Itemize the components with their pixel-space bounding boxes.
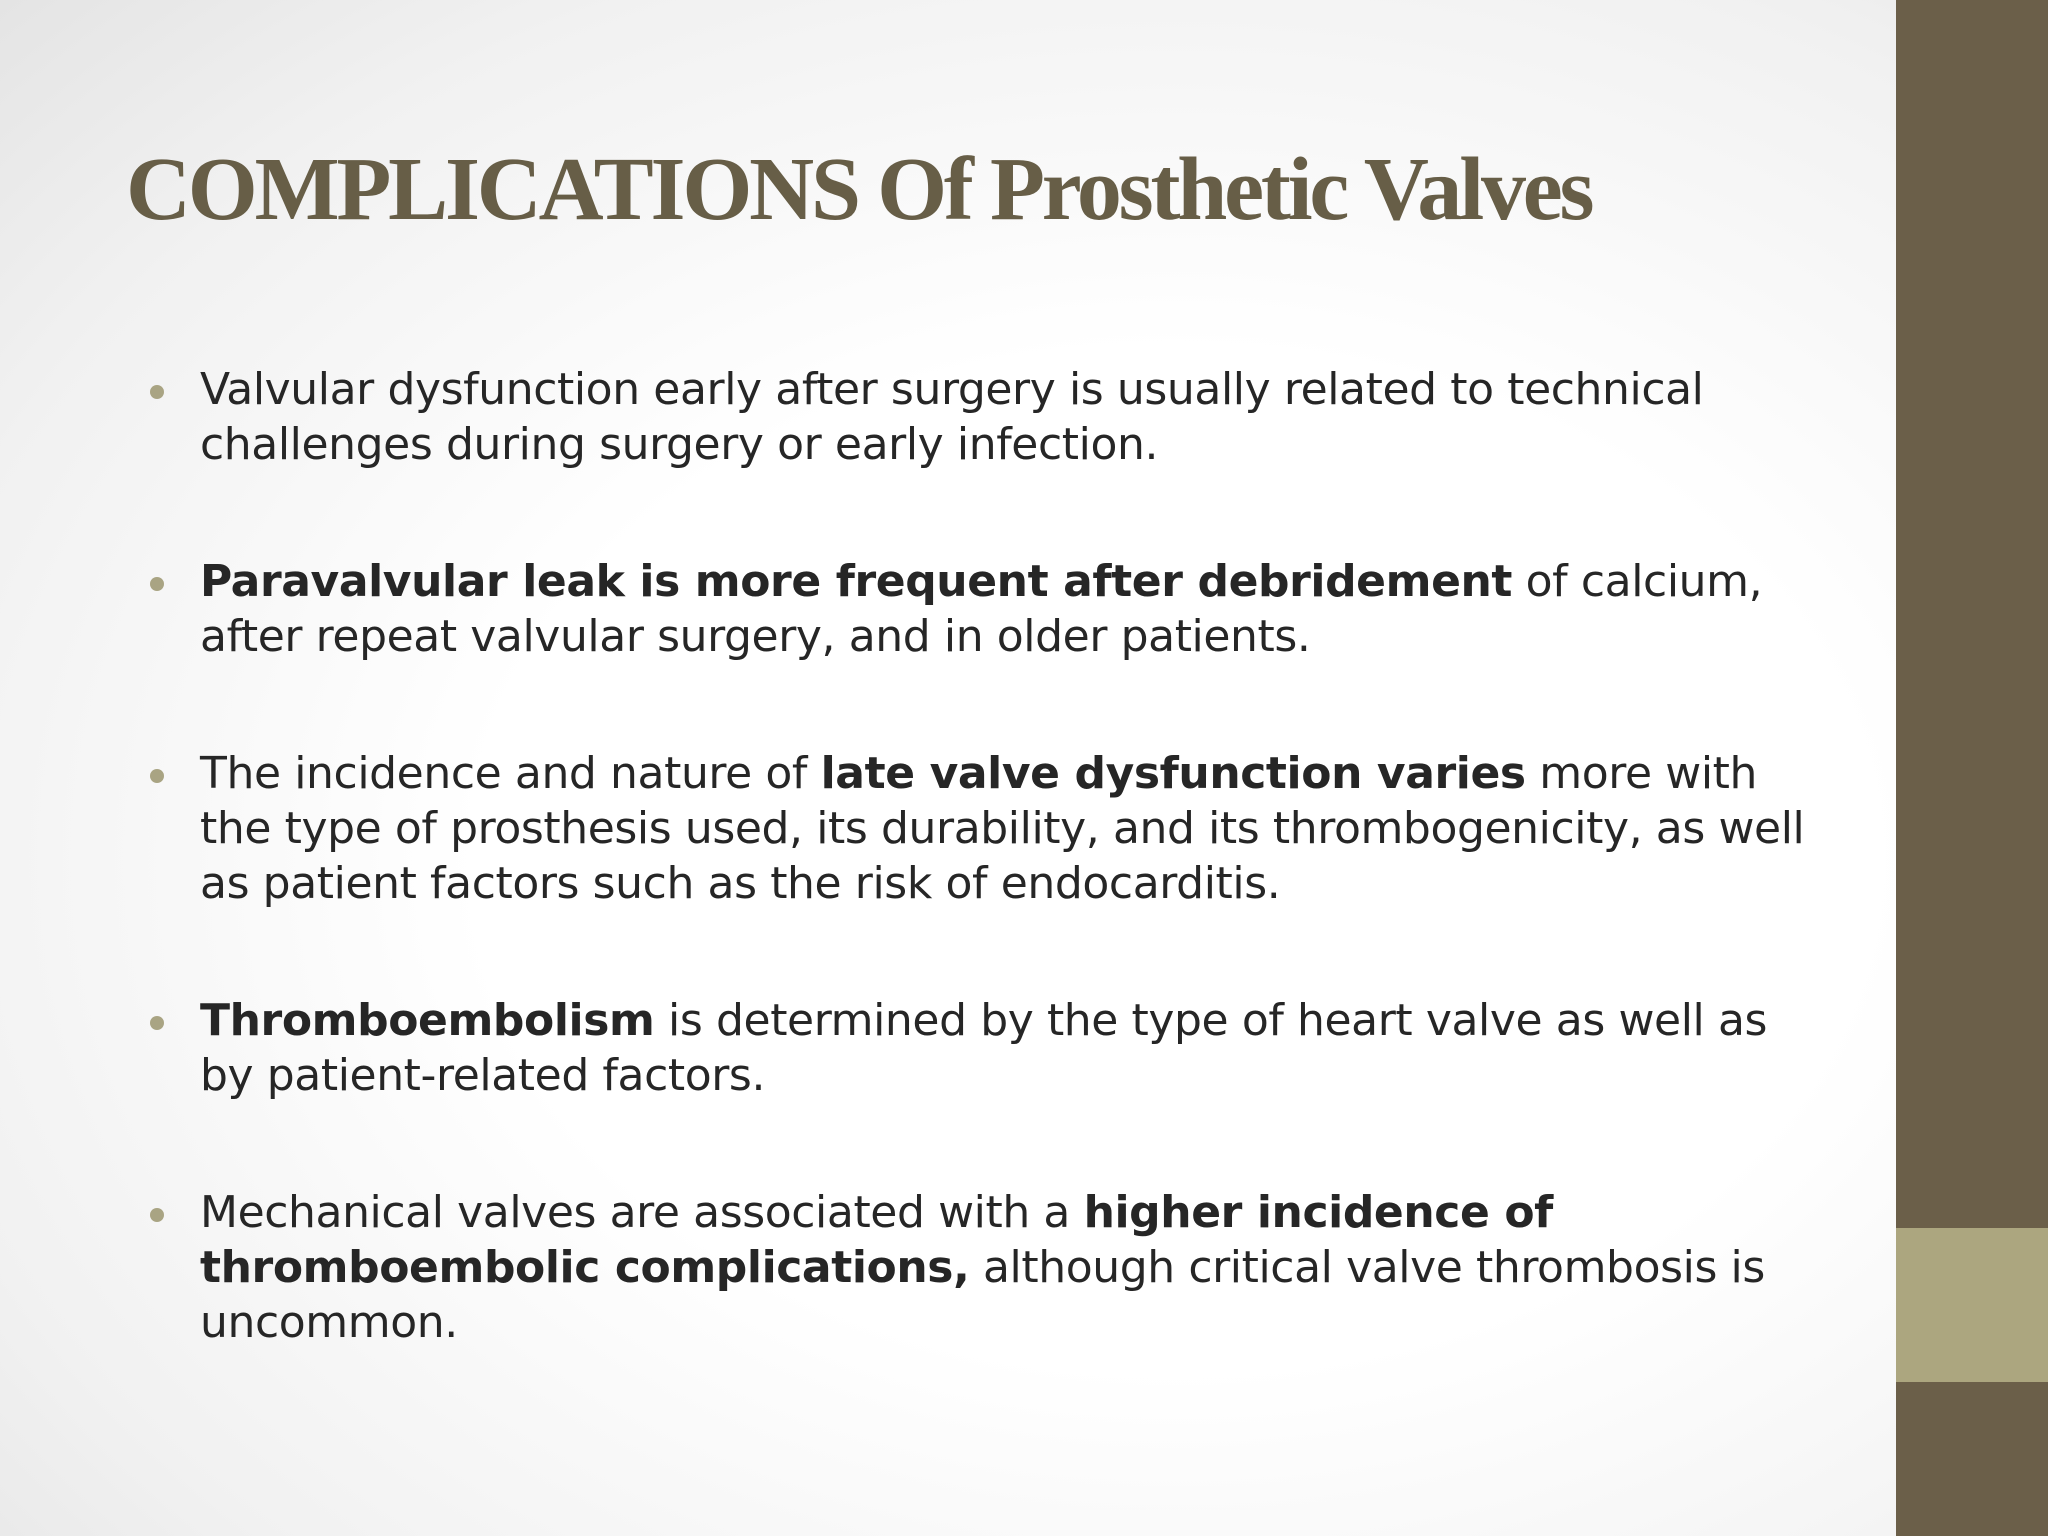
bullet-item-2	[148, 554, 1808, 664]
bullet-text: more with the type of prosthesis used, its durability, and its thrombogenicity, as well as patient factors such as the risk of endocarditis.	[200, 748, 1805, 909]
bullet-list	[148, 362, 1808, 1432]
bullet-text: is determined by the type of heart valve as well as by patient-related factors.	[200, 995, 1768, 1101]
bullet-text: Valvular dysfunction early after surgery is usually related to technical challenges during surgery or early infection.	[200, 364, 1704, 470]
bullet-item-5	[148, 1185, 1808, 1350]
bullet-text: Mechanical valves are associated with a	[200, 1187, 1084, 1238]
bullet-item-1	[148, 362, 1808, 472]
bullet-bold-text: higher incidence of thromboembolic complications,	[200, 1187, 1553, 1293]
bullet-item-3	[148, 746, 1808, 911]
bullet-bold-text: late valve dysfunction varies	[820, 748, 1526, 799]
bullet-text: of calcium, after repeat valvular surgery, and in older patients.	[200, 556, 1763, 662]
bullet-bold-text: Paravalvular leak is more frequent after debridement	[200, 556, 1513, 607]
bullet-text: although critical valve thrombosis is uncommon.	[200, 1242, 1765, 1348]
slide-title: COMPLICATIONS Of Prosthetic Valves	[126, 140, 1592, 239]
bullet-text: The incidence and nature of	[200, 748, 821, 799]
bullet-bold-text: Thromboembolism	[200, 995, 655, 1046]
bullet-item-4	[148, 993, 1808, 1103]
side-bar-accent	[1896, 1228, 2048, 1382]
